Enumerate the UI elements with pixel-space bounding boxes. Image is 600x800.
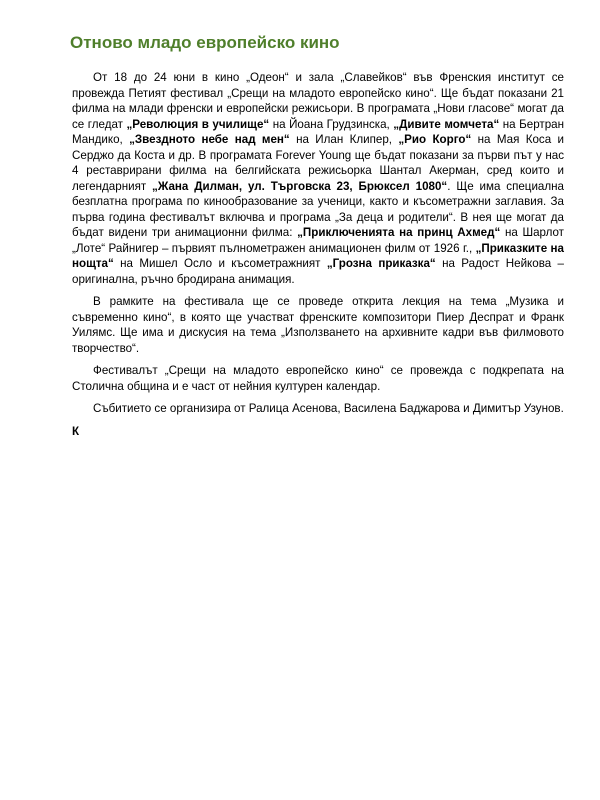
- paragraph-text: От 18 до 24 юни в кино „Одеон“ и зала „Славейков“ във Френския институт се провежда Петият фестивал „Срещи на младото европейско кино“. Ще бъдат показани 21 филма на млади френски и европейски режисьори. В програмата „Нови гласове“ могат да се гледат: [72, 71, 564, 131]
- bold-title-text: „Грозна приказка“: [326, 257, 436, 270]
- paragraph: [72, 363, 564, 394]
- paragraph-text: В рамките на фестивала ще се проведе открита лекция на тема „Музика и съвременно кино“, в която ще участват френските композитори Пиер Деспрат и Франк Уилямс. Ще има и дискусия на тема „Използването на архивните кадри във филмовото творчество“.: [72, 295, 564, 355]
- page-title: Отново младо европейско кино: [70, 33, 340, 52]
- article-body: [72, 70, 564, 439]
- bold-title-text: „Звездното небе над мен“: [129, 133, 290, 146]
- paragraph-text: . Ще има специална безплатна програма по кинообразование за ученици, както и късометражни заглавия. За първа година фестивалът включва и програма „За деца и родители“. В нея ще могат да бъдат видени три анимационни филма:: [72, 179, 564, 239]
- paragraph-text: Събитието се организира от Ралица Асенова, Василена Баджарова и Димитър Узунов.: [93, 402, 564, 415]
- bold-title-text: „Приказките на нощта“: [72, 241, 564, 270]
- paragraph-text: на Илан Клипер,: [289, 133, 399, 146]
- paragraph-text: на Мая Коса и Серджо да Коста и др. В програмата Forever Young ще бъдат показани за първи път у нас 4 реставрирани филма на белгийската режисьорка Шантал Акерман, сред които и легендарният: [72, 133, 564, 193]
- bold-title-text: „Жана Дилман, ул. Търговска 23, Брюксел 1080“: [152, 179, 448, 193]
- bold-title-text: „Приключенията на принц Ахмед“: [297, 226, 501, 239]
- paragraph-text: Фестивалът „Срещи на младото европейско кино“ се провежда с подкрепата на Столична община и е част от нейния културен календар.: [72, 364, 564, 393]
- bold-title-text: „Дивите момчета“: [393, 117, 500, 131]
- bold-title-text: „Рио Корго“: [398, 133, 472, 146]
- paragraph-text: на Бертран Мандико,: [72, 117, 564, 146]
- paragraph: [72, 70, 564, 287]
- paragraph-text: на Радост Нейкова – оригинална, ръчно бродирана анимация.: [72, 257, 564, 286]
- paragraph: [72, 294, 564, 356]
- paragraph-text: на Шарлот „Лоте“ Райнигер – първият пълнометражен анимационен филм от 1926 г.,: [72, 226, 564, 255]
- paragraph-text: на Мишел Осло и късометражният: [113, 257, 327, 270]
- signoff-letter: К: [72, 424, 80, 438]
- paragraph-text: на Йоана Грудзинска,: [269, 117, 394, 131]
- paragraph-list: [72, 70, 564, 417]
- paragraph: [72, 401, 564, 417]
- bold-title-text: „Революция в училище“: [126, 117, 270, 131]
